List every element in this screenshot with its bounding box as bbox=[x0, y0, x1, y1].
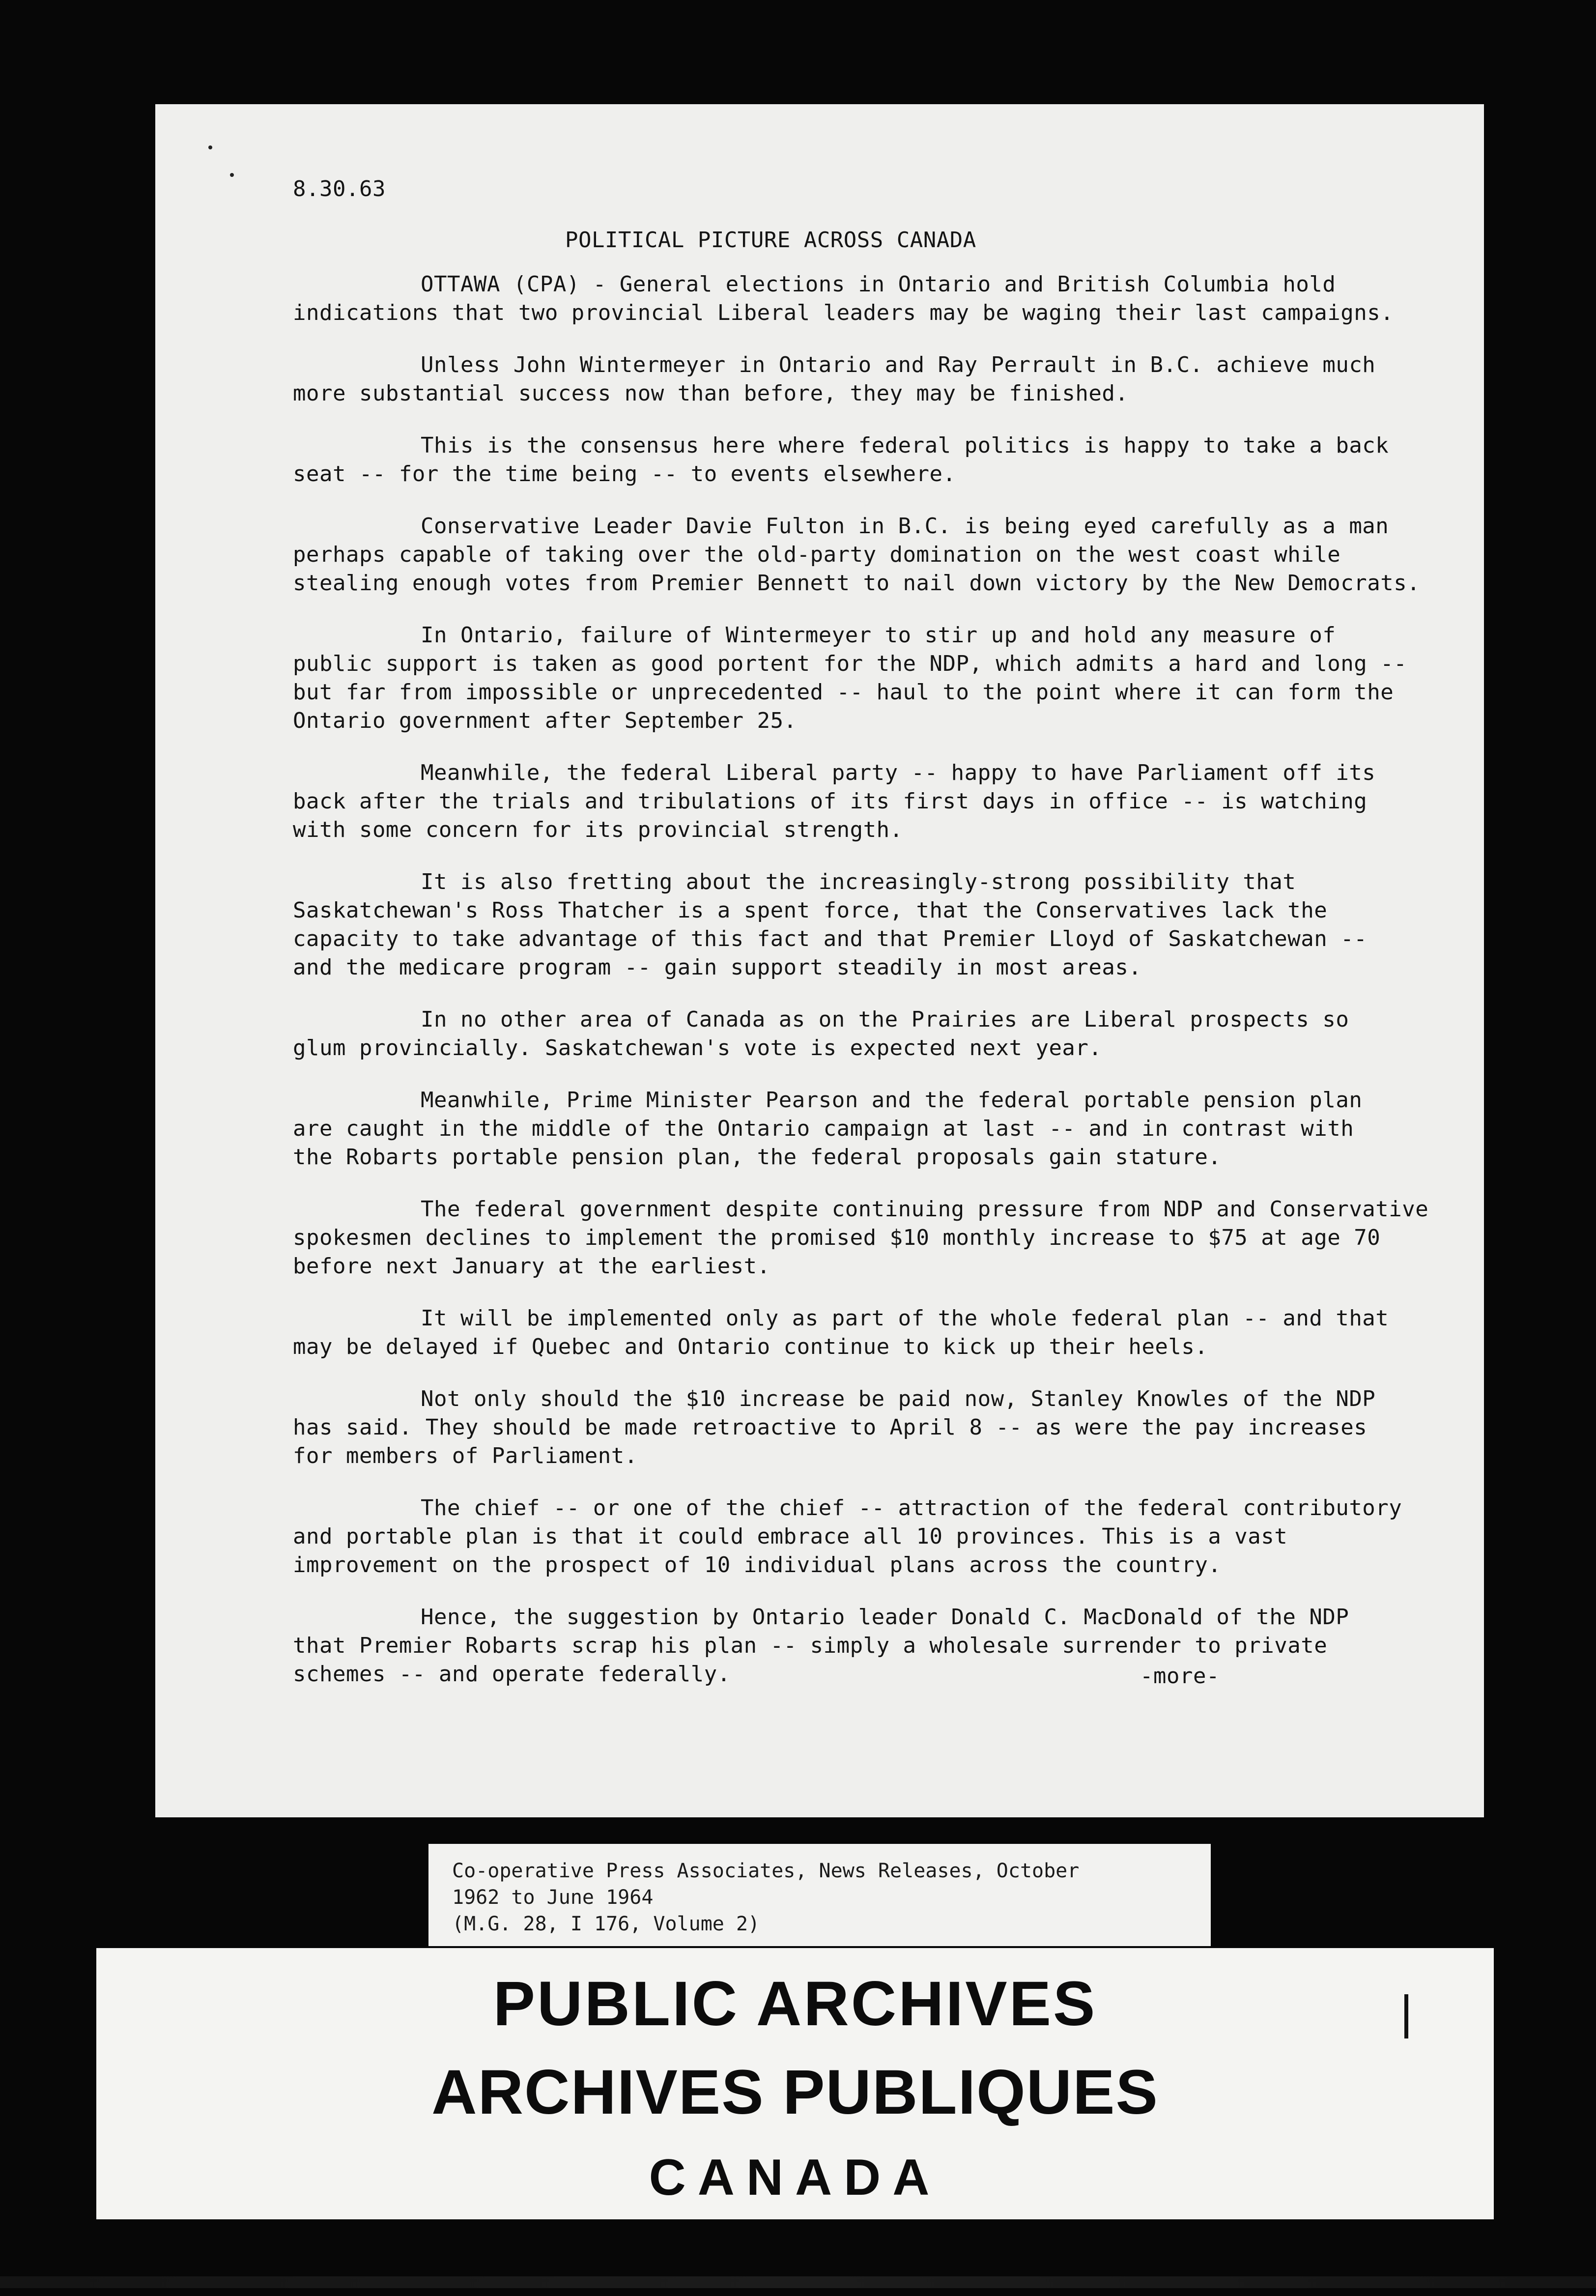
article-paragraph: Hence, the suggestion by Ontario leader Donald C. MacDonald of the NDP that Premier Robarts scrap his plan -- simply a wholesale surrender to private schemes -- and operate federally. bbox=[293, 1605, 1349, 1687]
article-paragraph: OTTAWA (CPA) - General elections in Ontario and British Columbia hold indications that two provincial Liberal leaders may be waging their last campaigns. bbox=[293, 272, 1394, 325]
article-paragraph: This is the consensus here where federal politics is happy to take a back seat -- for the time being -- to events elsewhere. bbox=[293, 433, 1389, 487]
stray-mark bbox=[208, 145, 212, 149]
archive-caption-text: Co-operative Press Associates, News Releases, October 1962 to June 1964 (M.G. 28, I 176, Volume 2) bbox=[452, 1860, 1080, 1935]
film-edge bbox=[0, 2276, 1596, 2288]
stamp-line-country: CANADA bbox=[649, 2149, 941, 2206]
article-paragraph: In no other area of Canada as on the Prairies are Liberal prospects so glum provincially. Saskatchewan's vote is expected next year. bbox=[293, 1007, 1349, 1061]
document-headline: POLITICAL PICTURE ACROSS CANADA bbox=[565, 228, 976, 253]
article-paragraph: Meanwhile, Prime Minister Pearson and the federal portable pension plan are caught in the middle of the Ontario campaign at last -- and in contrast with the Robarts portable pension plan, the federal proposals gain stature. bbox=[293, 1088, 1363, 1170]
article-paragraph: Meanwhile, the federal Liberal party -- happy to have Parliament off its back after the trials and tribulations of its first days in office -- is watching with some concern for its provincial strength. bbox=[293, 760, 1376, 842]
article-paragraph: Unless John Wintermeyer in Ontario and Ray Perrault in B.C. achieve much more substantial success now than before, they may be finished. bbox=[293, 352, 1376, 406]
stamp-line-english: PUBLIC ARCHIVES bbox=[493, 1969, 1097, 2039]
article-paragraph: It is also fretting about the increasingly-strong possibility that Saskatchewan's Ross Thatcher is a spent force, that the Conservatives lack the capacity to take advantage of this fact and that Premier Lloyd of Saskatchewan -- and the medicare program -- gain support steadily in most areas. bbox=[293, 869, 1368, 980]
article-paragraph: The federal government despite continuing pressure from NDP and Conservative spokesmen declines to implement the promised $10 monthly increase to $75 at age 70 before next January at the earliest. bbox=[293, 1197, 1429, 1279]
article-paragraph: Conservative Leader Davie Fulton in B.C. is being eyed carefully as a man perhaps capable of taking over the old-party domination on the west coast while stealing enough votes from Premier Bennett to nail down victory by the New Democrats. bbox=[293, 514, 1421, 596]
archives-stamp bbox=[96, 1948, 1494, 2219]
stamp-mark bbox=[1404, 1994, 1408, 2038]
archive-caption-card bbox=[428, 1844, 1211, 1946]
continuation-marker: -more- bbox=[1140, 1664, 1220, 1689]
stray-mark bbox=[230, 173, 234, 177]
article-paragraph: The chief -- or one of the chief -- attraction of the federal contributory and portable plan is that it could embrace all 10 provinces. This is a vast improvement on the prospect of 10 individual plans across the country. bbox=[293, 1495, 1402, 1578]
stamp-line-french: ARCHIVES PUBLIQUES bbox=[431, 2057, 1159, 2127]
article-paragraph: In Ontario, failure of Wintermeyer to stir up and hold any measure of public support is taken as good portent for the NDP, which admits a hard and long -- but far from impossible or unprecedented -- haul to the point where it can form the Ontario government after September 25. bbox=[293, 623, 1407, 733]
article-paragraph: It will be implemented only as part of the whole federal plan -- and that may be delayed if Quebec and Ontario continue to kick up their heels. bbox=[293, 1306, 1389, 1359]
article-body bbox=[293, 270, 1433, 1712]
article-paragraph: Not only should the $10 increase be paid now, Stanley Knowles of the NDP has said. They should be made retroactive to April 8 -- as were the pay increases for members of Parliament. bbox=[293, 1386, 1376, 1468]
document-date: 8.30.63 bbox=[293, 176, 386, 201]
